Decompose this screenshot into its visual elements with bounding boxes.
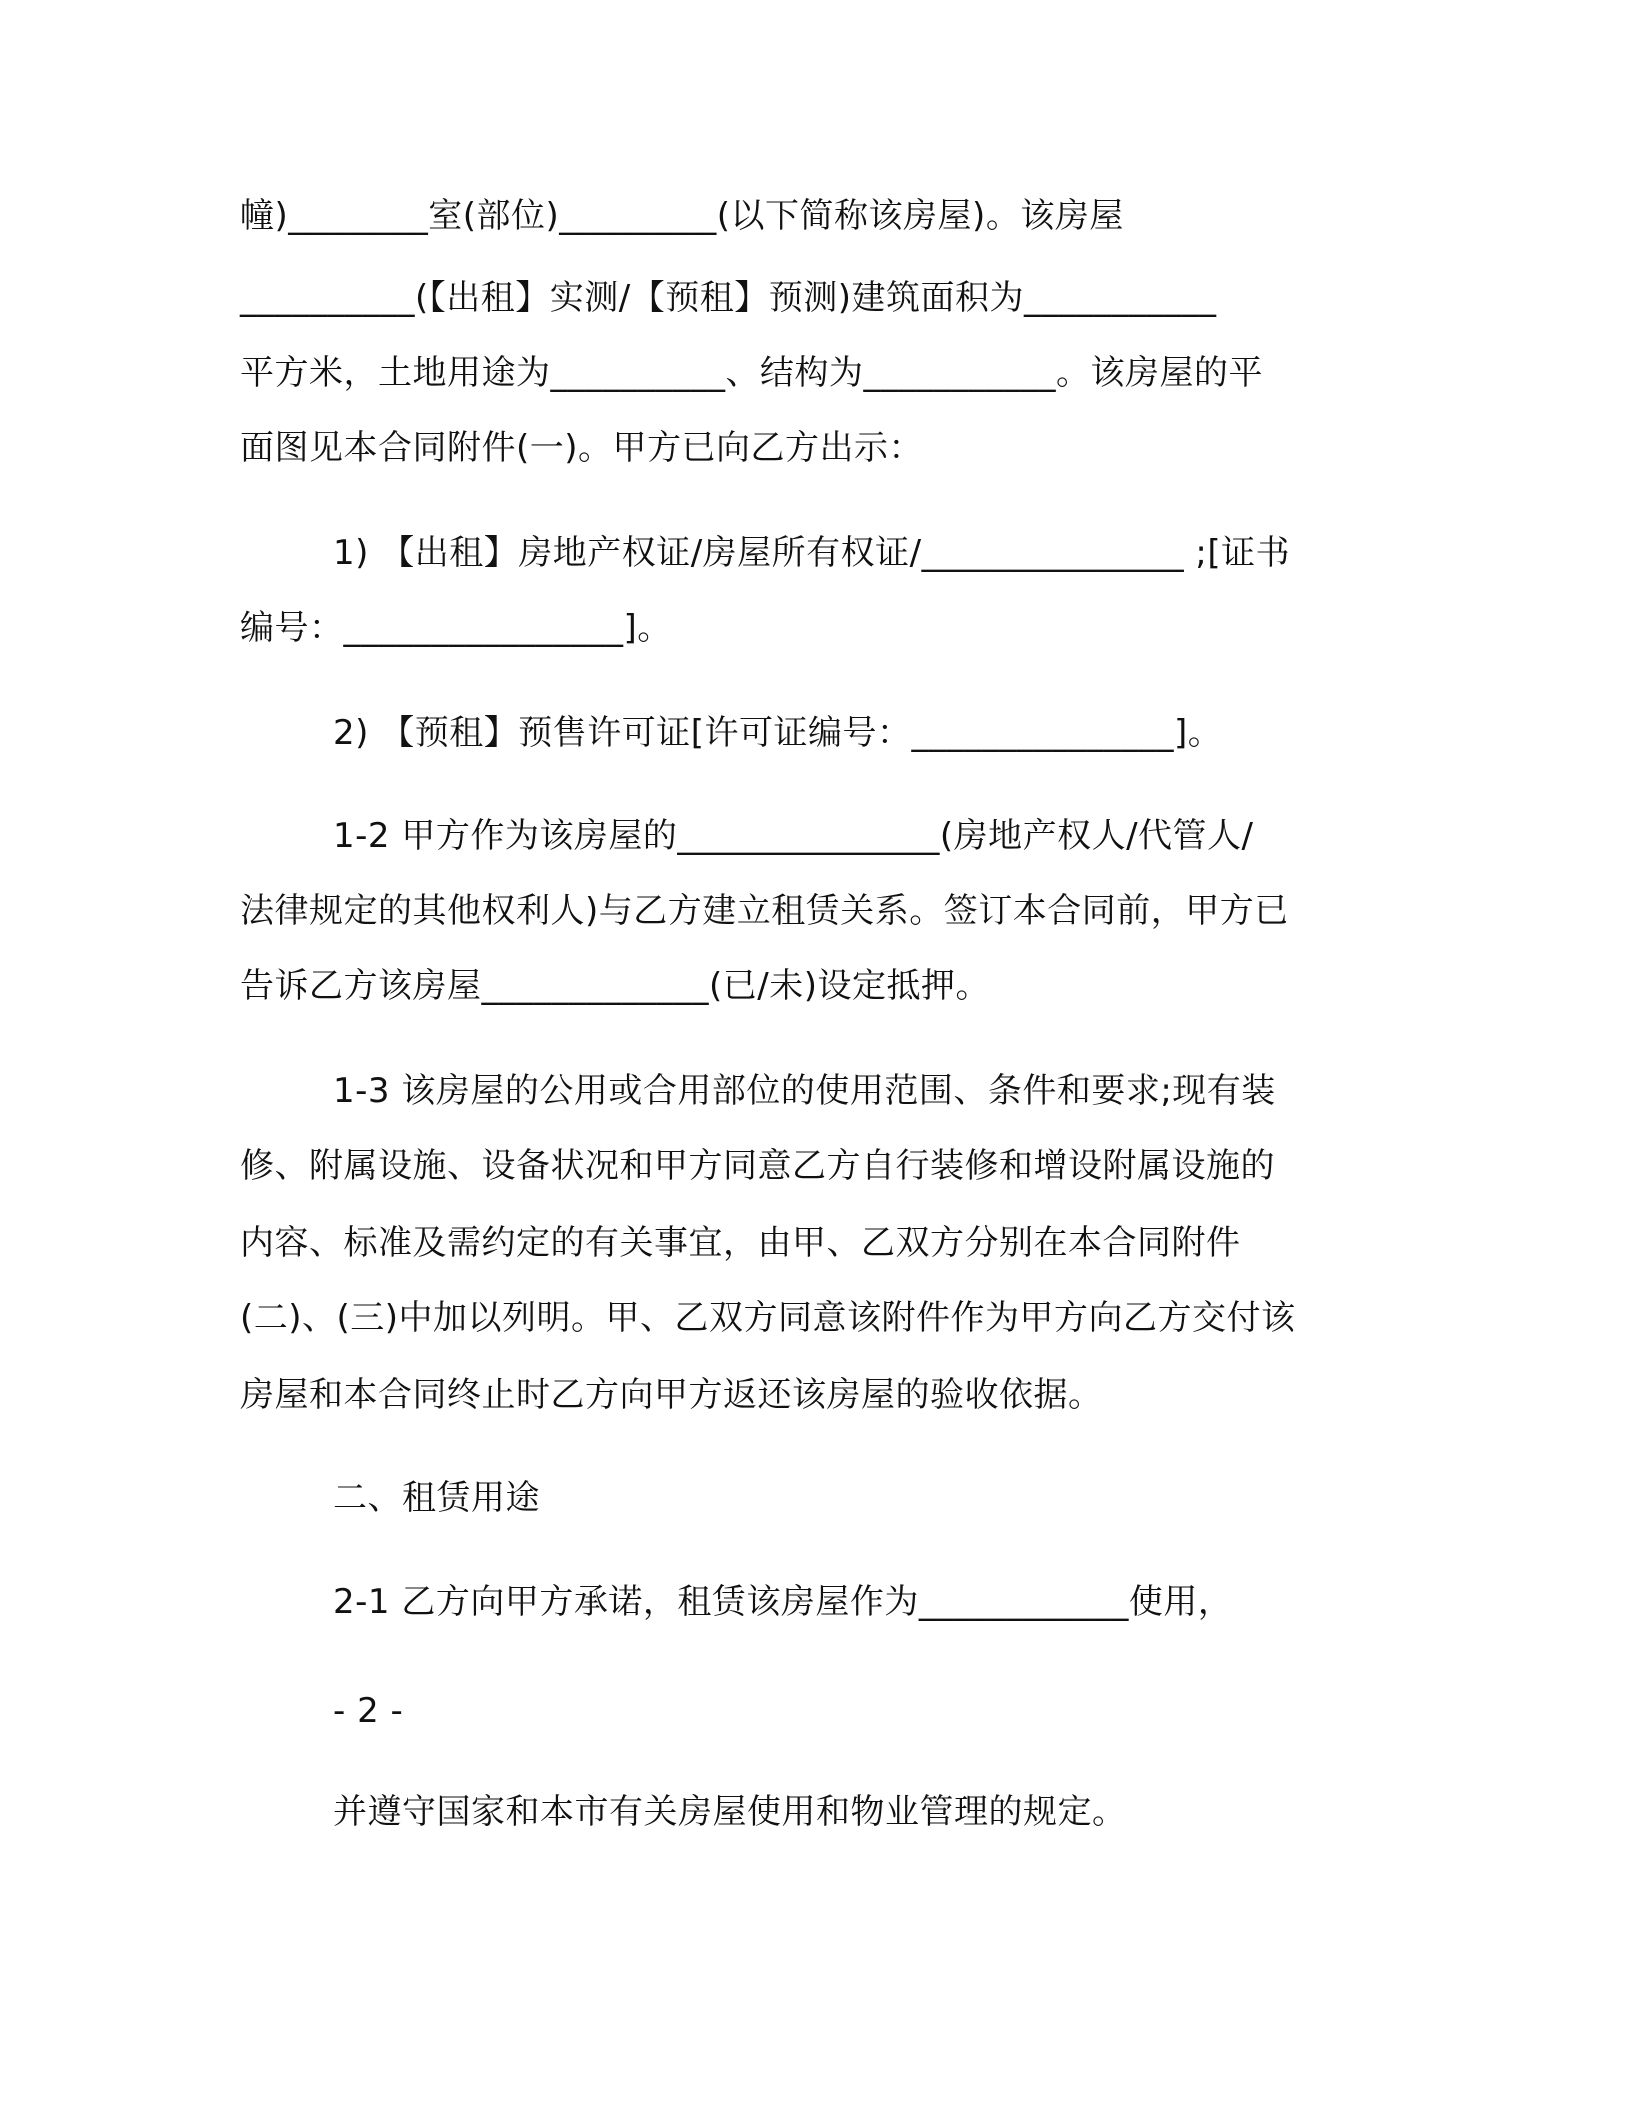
text-line: 房屋和本合同终止时乙方向甲方返还该房屋的验收依据。 (240, 1375, 1103, 1415)
text-line: 法律规定的其他权利人)与乙方建立租赁关系。签订本合同前，甲方已 (240, 891, 1289, 931)
text-line: 2) 【预租】预售许可证[许可证编号：_______________]。 (333, 713, 1223, 753)
text-line: 并遵守国家和本市有关房屋使用和物业管理的规定。 (333, 1792, 1127, 1832)
section-heading: 二、租赁用途 (333, 1478, 540, 1518)
text-line: 编号：________________]。 (240, 608, 672, 648)
text-line: 2-1 乙方向甲方承诺，租赁该房屋作为____________使用， (333, 1582, 1233, 1622)
text-line: 1-3 该房屋的公用或合用部位的使用范围、条件和要求;现有装 (333, 1071, 1276, 1111)
text-line: __________(【出租】实测/【预租】预测)建筑面积为___________ (240, 278, 1217, 318)
text-line: 幢)________室(部位)_________(以下简称该房屋)。该房屋 (240, 196, 1124, 236)
text-line: 平方米，土地用途为__________、结构为___________。该房屋的平 (240, 353, 1263, 393)
text-line: 修、附属设施、设备状况和甲方同意乙方自行装修和增设附属设施的 (240, 1146, 1275, 1186)
text-line: 告诉乙方该房屋_____________(已/未)设定抵押。 (240, 966, 990, 1006)
text-line: 1) 【出租】房地产权证/房屋所有权证/_______________ ;[证书 (333, 533, 1291, 573)
text-line: 1-2 甲方作为该房屋的_______________(房地产权人/代管人/ (333, 816, 1254, 856)
text-line: (二)、(三)中加以列明。甲、乙双方同意该附件作为甲方向乙方交付该 (240, 1298, 1296, 1338)
text-line: 面图见本合同附件(一)。甲方已向乙方出示： (240, 428, 924, 468)
page-number: - 2 - (333, 1691, 404, 1731)
text-line: 内容、标准及需约定的有关事宜，由甲、乙双方分别在本合同附件 (240, 1223, 1241, 1263)
